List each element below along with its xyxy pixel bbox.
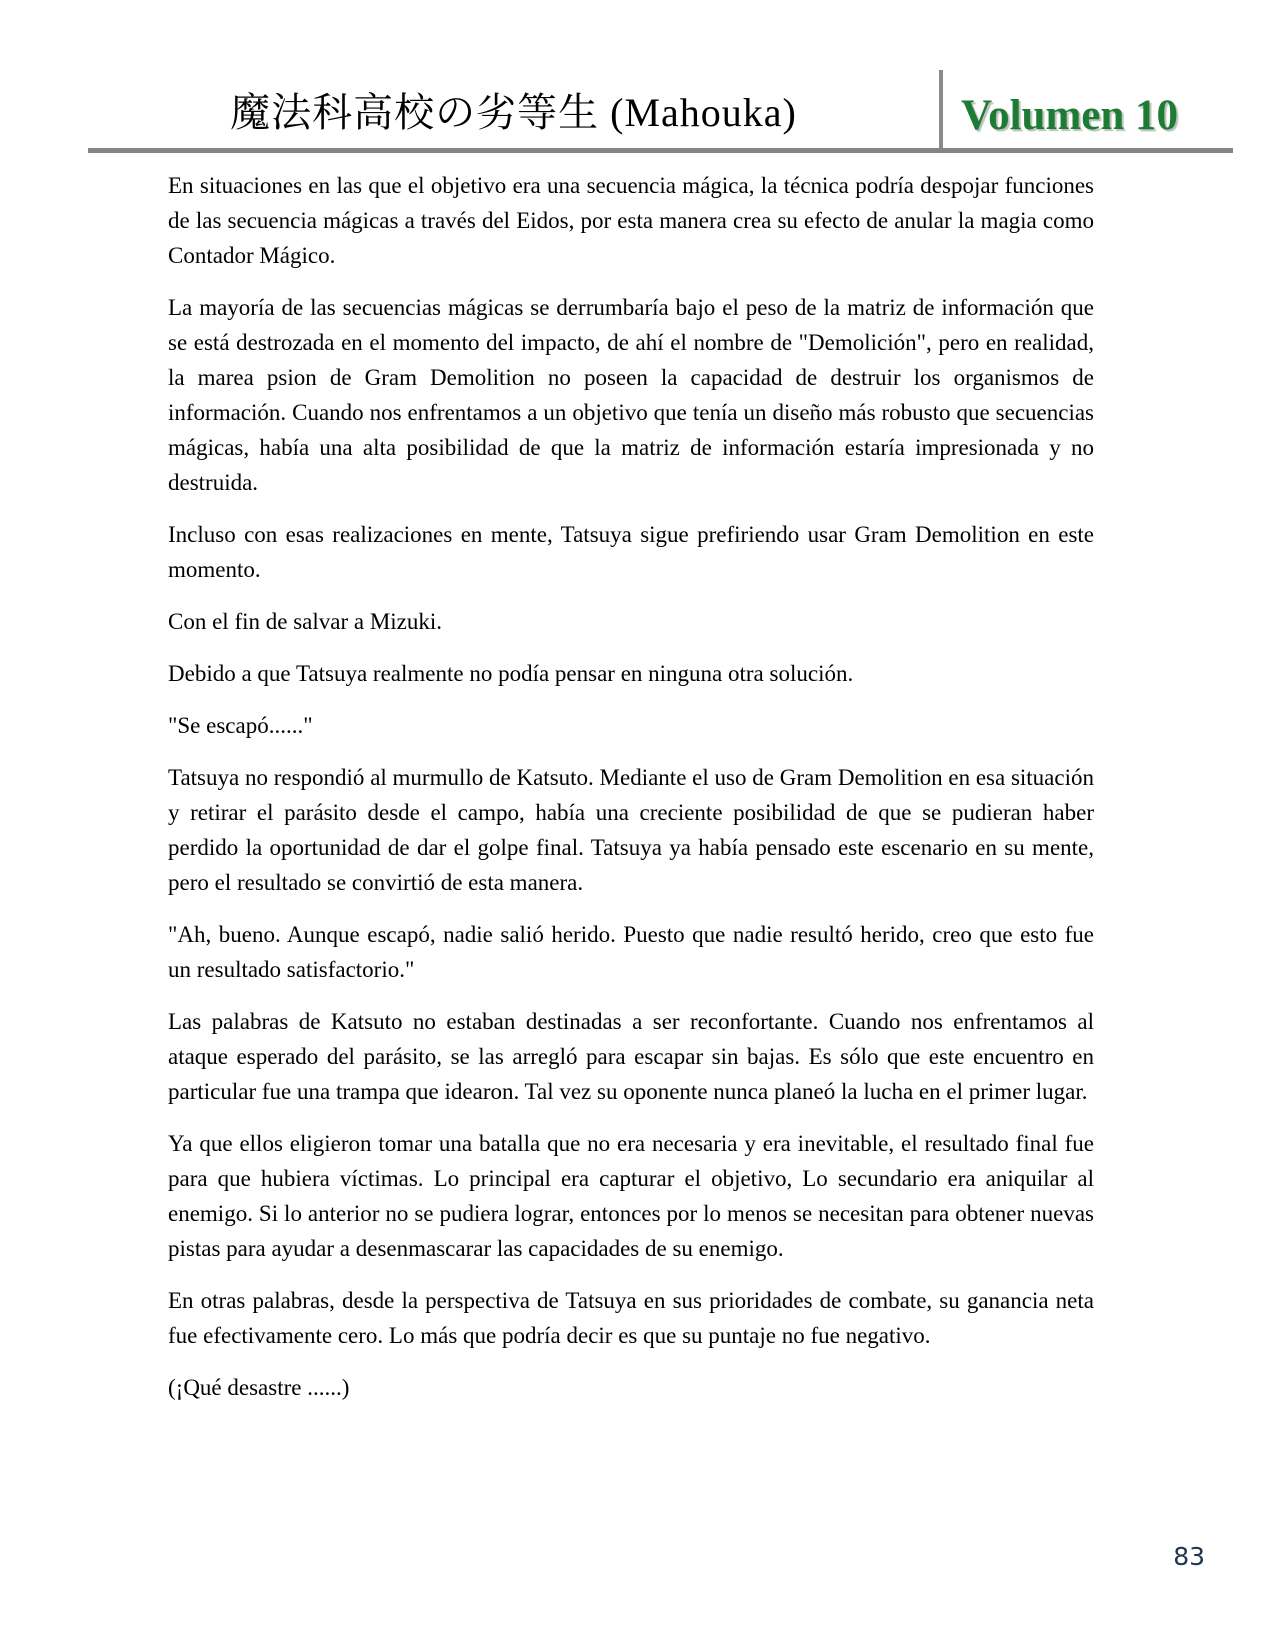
page-header [88, 70, 1233, 153]
document-title: 魔法科高校の劣等生 (Mahouka) [230, 90, 797, 135]
paragraph: "Ah, bueno. Aunque escapó, nadie salió herido. Puesto que nadie resultó herido, creo que esto fue un resultado satisfactorio." [168, 922, 1094, 982]
paragraph: Debido a que Tatsuya realmente no podía pensar en ninguna otra solución. [168, 661, 854, 686]
page-number: 83 [1173, 1542, 1205, 1571]
paragraph: (¡Qué desastre ......) [168, 1375, 350, 1400]
paragraph: Tatsuya no respondió al murmullo de Katsuto. Mediante el uso de Gram Demolition en esa situación y retirar el parásito desde el campo, había una creciente posibilidad de que se pudieran haber perdido la oportunidad de dar el golpe final. Tatsuya ya había pensado este escenario en su mente, pero el resultado se convirtió de esta manera. [168, 765, 1094, 895]
volume-label: Volumen 10 [961, 92, 1179, 139]
page-body [168, 168, 1094, 1422]
paragraph: En situaciones en las que el objetivo era una secuencia mágica, la técnica podría despojar funciones de las secuencia mágicas a través del Eidos, por esta manera crea su efecto de anular la magia como Contador Mágico. [168, 173, 1094, 268]
paragraph: Ya que ellos eligieron tomar una batalla que no era necesaria y era inevitable, el resultado final fue para que hubiera víctimas. Lo principal era capturar el objetivo, Lo secundario era aniquilar al enemigo. Si lo anterior no se pudiera lograr, entonces por lo menos se necesitan para obtener nuevas pistas para ayudar a desenmascarar las capacidades de su enemigo. [168, 1131, 1094, 1261]
paragraph: Incluso con esas realizaciones en mente, Tatsuya sigue prefiriendo usar Gram Demolition en este momento. [168, 522, 1094, 582]
paragraph: En otras palabras, desde la perspectiva de Tatsuya en sus prioridades de combate, su ganancia neta fue efectivamente cero. Lo más que podría decir es que su puntaje no fue negativo. [168, 1288, 1094, 1348]
header-volume-wrap [943, 91, 1178, 148]
header-title-wrap [88, 81, 939, 148]
paragraph: Con el fin de salvar a Mizuki. [168, 609, 443, 634]
paragraph: La mayoría de las secuencias mágicas se derrumbaría bajo el peso de la matriz de información que se está destrozada en el momento del impacto, de ahí el nombre de "Demolición", pero en realidad, la marea psion de Gram Demolition no poseen la capacidad de destruir los organismos de información. Cuando nos enfrentamos a un objetivo que tenía un diseño más robusto que secuencias mágicas, había una alta posibilidad de que la matriz de información estaría impresionada y no destruida. [168, 295, 1094, 495]
paragraph: "Se escapó......" [168, 713, 313, 738]
paragraph: Las palabras de Katsuto no estaban destinadas a ser reconfortante. Cuando nos enfrentamos al ataque esperado del parásito, se las arregló para escapar sin bajas. Es sólo que este encuentro en particular fue una trampa que idearon. Tal vez su oponente nunca planeó la lucha en el primer lugar. [168, 1009, 1094, 1104]
